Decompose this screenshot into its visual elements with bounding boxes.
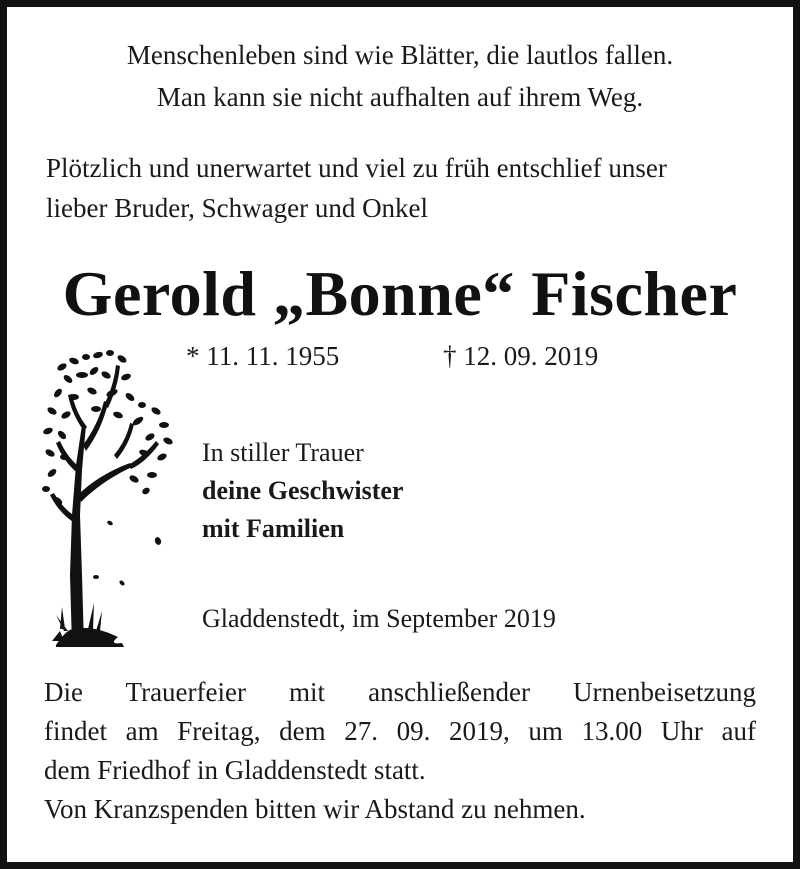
birth-date: * 11. 11. 1955 [186, 341, 340, 371]
funeral-notice-line-2: findet am Freitag, dem 27. 09. 2019, um 13.00 Uhr auf [44, 716, 756, 746]
mourners-line-2: mit Familien [202, 514, 345, 543]
funeral-notice-line-4: Von Kranzspenden bitten wir Abstand zu nehmen. [44, 794, 586, 824]
intro-line-1: Plötzlich und unerwartet und viel zu früh entschlief unser [46, 153, 667, 183]
deceased-name: Gerold „Bonne“ Fischer [62, 258, 738, 329]
poem-line-1: Menschenleben sind wie Blätter, die lautlos fallen. [126, 40, 674, 70]
tree-icon [38, 345, 188, 650]
funeral-notice-line-1: Die Trauerfeier mit anschließender Urnenbeisetzung [44, 677, 756, 707]
place-and-date: Gladdenstedt, im September 2019 [202, 604, 556, 633]
funeral-notice-line-3: dem Friedhof in Gladdenstedt statt. [44, 755, 426, 785]
poem-line-2: Man kann sie nicht aufhalten auf ihrem Weg. [156, 82, 644, 112]
mourners-intro: In stiller Trauer [202, 438, 364, 467]
mourners-line-1: deine Geschwister [202, 476, 404, 505]
death-date: † 12. 09. 2019 [443, 341, 599, 371]
intro-line-2: lieber Bruder, Schwager und Onkel [46, 193, 429, 223]
